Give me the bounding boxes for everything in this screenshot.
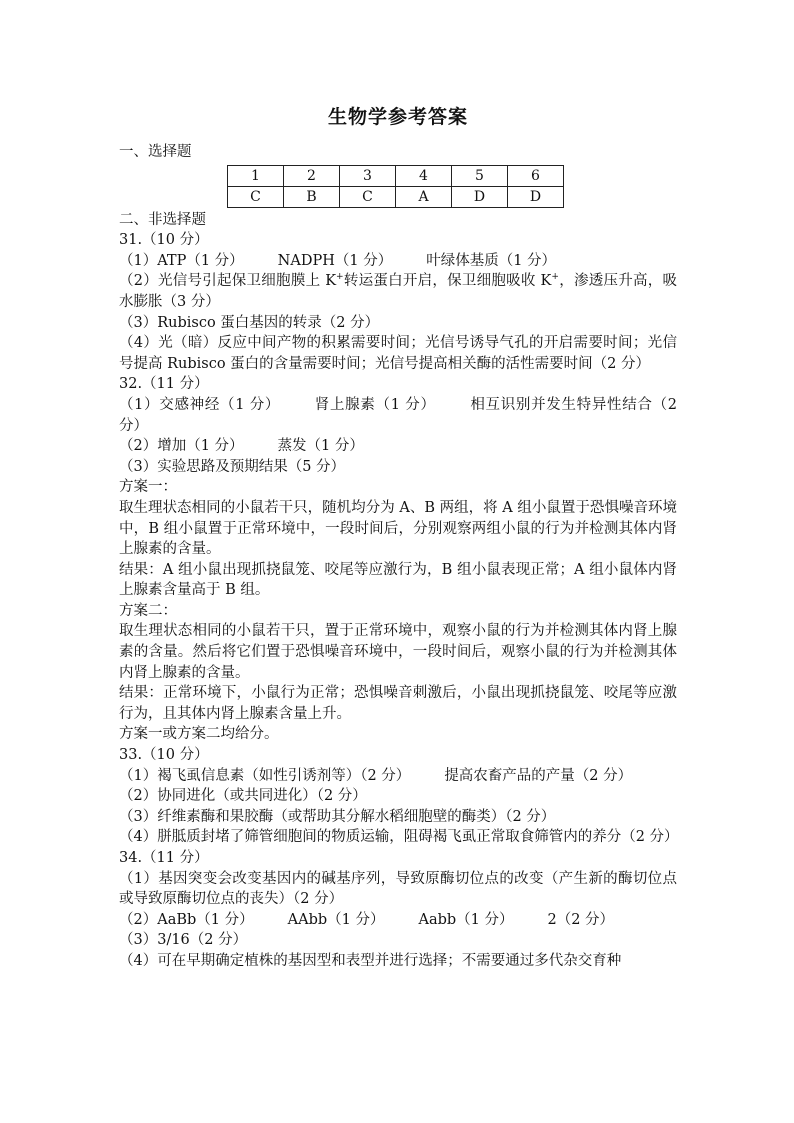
plan2-result: 结果：正常环境下，小鼠行为正常；恐惧噪音刺激后，小鼠出现抓挠鼠笼、咬尾等应激行为，且其体内肾上腺素含量上升。 (119, 685, 677, 722)
question-number: 3 (340, 165, 396, 186)
q34-header: 34.（11 分） (119, 850, 209, 866)
q32-part1 (119, 395, 677, 436)
answer-cell: D (508, 186, 564, 207)
q34-part4: （4）可在早期确定植株的基因型和表型并进行选择；不需要通过多代杂交育种 (119, 952, 622, 969)
plan2-title: 方案二： (119, 602, 177, 619)
question-number: 5 (452, 165, 508, 186)
page-title: 生物学参考答案 (327, 106, 468, 128)
answer-table (227, 165, 564, 208)
q32-part2-a: （2）增加（1 分） (119, 438, 244, 455)
q32-part2-b: 蒸发（1 分） (277, 438, 364, 455)
q31-part2-pre: （2）光信号引起保卫细胞膜上 K (119, 273, 337, 290)
answer-cell: C (340, 186, 396, 207)
answer-cell: C (228, 186, 284, 207)
q32-part1-a: （1）交感神经（1 分） (119, 396, 281, 413)
q33-part4: （4）胼胝质封堵了筛管细胞间的物质运输，阻碍褐飞虱正常取食筛管内的养分（2 分） (119, 829, 679, 846)
q33-part1 (119, 766, 677, 787)
q33-header: 33.（10 分） (119, 747, 209, 764)
q32-part1-c: 相互识别并发生特异性结合（2 分） (119, 396, 677, 434)
q31-part3: （3）Rubisco 蛋白基因的转录（2 分） (119, 314, 380, 331)
answer-row (228, 186, 564, 207)
question-number: 6 (508, 165, 564, 186)
q31-header: 31.（10 分） (119, 232, 209, 249)
plan2-body: 取生理状态相同的小鼠若干只，置于正常环境中，观察小鼠的行为并检测其体内肾上腺素的含量。然后将它们置于恐惧噪音环境中，一段时间后，观察小鼠的行为并检测其体内肾上腺素的含量。 (119, 623, 677, 681)
q31-part2-mid: 转运蛋白开启，保卫细胞吸收 K (343, 273, 552, 290)
answer-cell: D (452, 186, 508, 207)
q32-part2 (119, 436, 677, 457)
plan1-title: 方案一： (119, 479, 177, 496)
q33-part2: （2）协同进化（或共同进化）（2 分） (119, 788, 367, 805)
q34-part3: （3）3/16（2 分） (119, 932, 248, 949)
q31-part4: （4）光（暗）反应中间产物的积累需要时间；光信号诱导气孔的开启需要时间；光信号提高 Rubisco 蛋白的含量需要时间；光信号提高相关酶的活性需要时间（2 分） (119, 335, 677, 372)
plan1-result: 结果：A 组小鼠出现抓挠鼠笼、咬尾等应激行为，B 组小鼠表现正常；A 组小鼠体内肾上腺素含量高于 B 组。 (119, 561, 677, 599)
superscript-plus: + (336, 272, 344, 283)
question-number: 2 (284, 165, 340, 186)
plan1-body: 取生理状态相同的小鼠若干只，随机均分为 A、B 两组，将 A 组小鼠置于恐惧噪音环境中，B 组小鼠置于正常环境中，一段时间后，分别观察两组小鼠的行为并检测其体内肾上腺素的含量。 (119, 499, 677, 558)
superscript-plus: + (551, 272, 559, 283)
q32-part3: （3）实验思路及预期结果（5 分） (119, 458, 346, 475)
q34-part2-a: （2）AaBb（1 分） (119, 911, 254, 928)
q31-part2-post: ，渗透压升高，吸水膨胀（3 分） (119, 273, 677, 310)
q33-part1-b: 提高农畜产品的产量（2 分） (444, 767, 633, 784)
q34-part2 (119, 910, 677, 931)
section1-heading: 一、选择题 (119, 144, 192, 160)
question-number: 1 (228, 165, 284, 186)
plan-note: 方案一或方案二均给分。 (119, 726, 279, 743)
q31-part1-b: NADPH（1 分） (277, 252, 393, 269)
q32-part1-b: 肾上腺素（1 分） (314, 396, 436, 413)
question-number: 4 (396, 165, 452, 186)
q31-part1-a: （1）ATP（1 分） (119, 252, 244, 269)
question-number-row (228, 165, 564, 186)
q33-part3: （3）纤维素酶和果胶酶（或帮助其分解水稻细胞壁的酶类）（2 分） (119, 808, 556, 825)
answer-sheet (119, 100, 677, 972)
answer-cell: B (284, 186, 340, 207)
q31-part1 (119, 251, 677, 272)
answer-cell: A (396, 186, 452, 207)
q31-part2 (119, 271, 677, 312)
q34-part2-b: AAbb（1 分） (287, 911, 385, 928)
q32-header: 32.（11 分） (119, 376, 209, 393)
q34-part1: （1）基因突变会改变基因内的碱基序列，导致原酶切位点的改变（产生新的酶切位点或导致原酶切位点的丧失）（2 分） (119, 870, 677, 908)
q34-part2-c: Aabb（1 分） (418, 911, 514, 928)
q34-part2-d: 2（2 分） (547, 911, 615, 928)
section2-heading: 二、非选择题 (119, 211, 206, 228)
q31-part1-c: 叶绿体基质（1 分） (426, 252, 557, 269)
q33-part1-a: （1）褐飞虱信息素（如性引诱剂等）（2 分） (119, 767, 411, 784)
